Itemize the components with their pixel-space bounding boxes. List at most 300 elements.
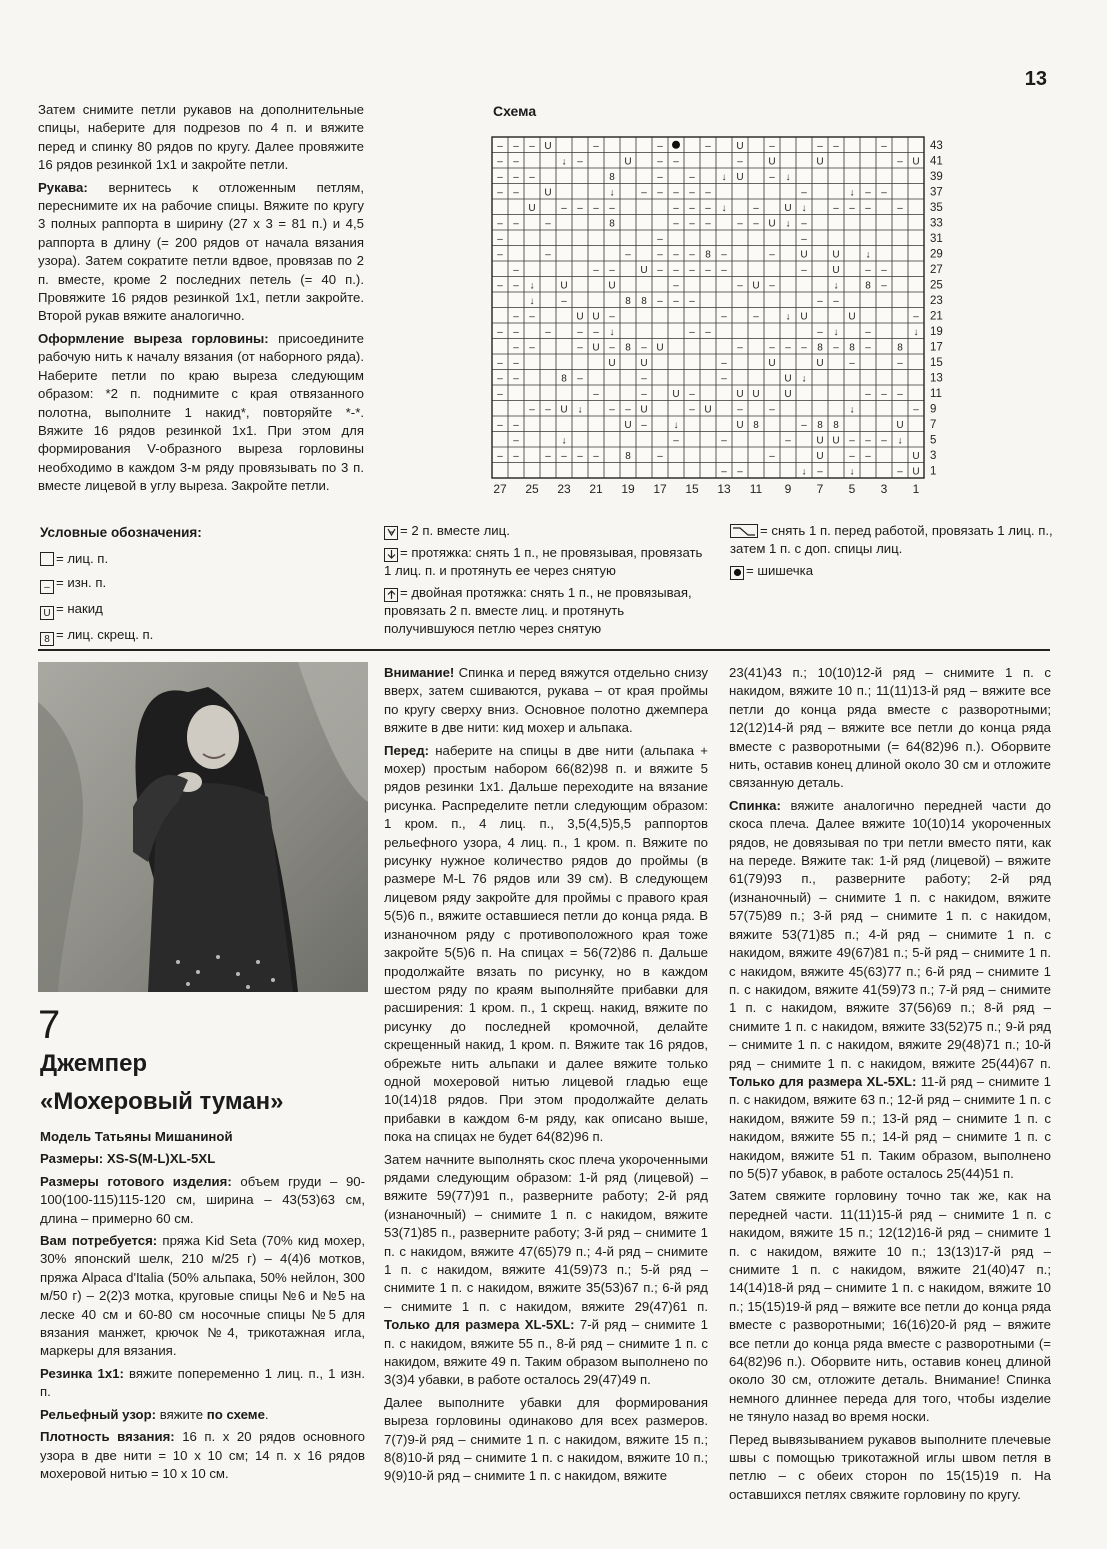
chart-symbol: – <box>769 404 775 416</box>
chart-symbol: – <box>497 280 503 292</box>
chart-symbol: – <box>609 264 615 276</box>
chart-symbol: – <box>513 450 519 462</box>
chart-symbol: – <box>577 342 583 354</box>
chart-symbol: – <box>593 388 599 400</box>
chart-symbol: – <box>673 295 679 307</box>
chart-symbol: – <box>561 202 567 214</box>
legend-twisted-text: = лиц. скрещ. п. <box>56 627 154 642</box>
chart-symbol: 8 <box>625 342 631 354</box>
model-title-line2: «Мохеровый туман» <box>40 1088 284 1115</box>
row-label: 29 <box>930 248 943 261</box>
chart-symbol: – <box>689 249 695 261</box>
chart-symbol: U <box>832 435 840 447</box>
column-label: 3 <box>880 482 888 496</box>
cable-symbol-icon <box>730 524 758 538</box>
chart-symbol: – <box>497 218 503 230</box>
chart-symbol: – <box>513 187 519 199</box>
chart-symbol: – <box>545 326 551 338</box>
relief-text: вяжите <box>156 1406 207 1422</box>
k2tog-symbol-icon <box>384 526 398 540</box>
chart-symbol: – <box>529 140 535 152</box>
chart-symbol: – <box>737 156 743 168</box>
legend-k2tog-text: = 2 п. вместе лиц. <box>400 523 510 538</box>
chart-symbol: – <box>577 450 583 462</box>
chart-symbol: U <box>816 357 824 369</box>
chart-symbol: U <box>560 404 568 416</box>
chart-symbol: – <box>897 156 903 168</box>
chart-symbol: U <box>608 357 616 369</box>
chart-symbol: – <box>609 404 615 416</box>
chart-symbol: – <box>817 326 823 338</box>
chart-symbol: 8 <box>609 171 615 183</box>
row-label: 7 <box>930 418 937 431</box>
chart-symbol: ↓ <box>609 326 615 338</box>
chart-symbol: – <box>689 187 695 199</box>
chart-symbol: – <box>753 311 759 323</box>
legend-yo <box>40 600 360 620</box>
chart-symbol: – <box>801 264 807 276</box>
chart-symbol: – <box>577 326 583 338</box>
model-number: 7 <box>38 1003 61 1047</box>
chart-symbol: – <box>497 450 503 462</box>
legend-right <box>730 522 1060 580</box>
chart-symbol: – <box>737 342 743 354</box>
chart-symbol: – <box>641 187 647 199</box>
column-label: 27 <box>493 482 507 496</box>
chart-symbol: U <box>832 264 840 276</box>
chart-symbol: ↓ <box>833 326 839 338</box>
relief-label: Рельефный узор: <box>40 1406 157 1422</box>
chart-symbol: – <box>641 419 647 431</box>
bobble-symbol-icon <box>730 566 744 580</box>
row-label: 35 <box>930 201 943 214</box>
chart-symbol: – <box>673 435 679 447</box>
neckline-paragraph <box>38 330 364 496</box>
shoulder-paragraph <box>384 1151 708 1390</box>
chart-symbol: – <box>577 156 583 168</box>
chart-symbol: 8 <box>865 280 871 292</box>
chart-symbol: ↓ <box>785 311 791 323</box>
chart-symbol: – <box>737 404 743 416</box>
sleeves-label: Рукава: <box>38 179 88 195</box>
chart-symbol: – <box>513 156 519 168</box>
chart-symbol: – <box>577 373 583 385</box>
row-label: 13 <box>930 372 943 385</box>
chart-symbol: – <box>881 264 887 276</box>
chart-symbol: U <box>768 218 776 230</box>
column-label: 21 <box>589 482 603 496</box>
back-label: Спинка: <box>729 797 781 813</box>
chart-symbol: – <box>497 187 503 199</box>
chart-symbol: – <box>657 140 663 152</box>
chart-symbol: – <box>817 466 823 478</box>
back-xl-label: Только для размера XL-5XL: <box>729 1073 917 1089</box>
legend-cable-text: = снять 1 п. перед работой, провязать 1 лиц. п., затем 1 п. с доп. спицы лиц. <box>730 523 1053 556</box>
chart-symbol: U <box>784 373 792 385</box>
chart-symbol: – <box>785 342 791 354</box>
row-label: 1 <box>930 465 937 478</box>
chart-symbol: U <box>784 202 792 214</box>
chart-symbol: – <box>513 264 519 276</box>
row-label: 33 <box>930 217 943 230</box>
model-details-column <box>40 1128 365 1487</box>
chart-symbol: – <box>673 202 679 214</box>
knit-symbol-icon <box>40 552 54 566</box>
chart-symbol: – <box>801 342 807 354</box>
chart-symbol: – <box>513 342 519 354</box>
chart-symbol: – <box>849 357 855 369</box>
rib-paragraph <box>40 1365 365 1402</box>
chart-symbol: U <box>752 388 760 400</box>
chart-symbol: ↓ <box>913 326 919 338</box>
sleeve-seams-paragraph: Перед вывязыванием рукавов выполните плечевые швы с помощью трикотажной иглы швом петля в петлю – с обеих сторон по 15(15)19 п. На оставшихся петлях свяжите горловину по кругу. <box>729 1431 1051 1502</box>
row-label: 23 <box>930 294 943 307</box>
finished-size-paragraph <box>40 1173 365 1228</box>
chart-symbol: ↓ <box>721 202 727 214</box>
model-photo <box>38 662 368 992</box>
chart-symbol: U <box>736 419 744 431</box>
chart-symbol: – <box>545 218 551 230</box>
chart-symbol: – <box>865 342 871 354</box>
chart-symbol: – <box>497 419 503 431</box>
shoulder-text: Затем начните выполнять скос плеча укороченными рядами следующим образом: 1-й ряд (лицевой) – вяжите 59(77)91 п., разверните работу; 2-й ряд (изнаночный) – снимите 1 п. с накидом, вяжите 53(71)85 п., разверните работу; 3-й ряд – снимите 1 п. с накидом, вяжите 47(65)79 п.; 4-й ряд – снимите 1 п. с накидом, вяжите 41(59)73 п.; 5-й ряд – снимите 1 п. с накидом, вяжите 35(53)67 п.; 6-й ряд – снимите 1 п. с накидом, вяжите 29(47)61 п. <box>384 1151 708 1314</box>
chart-symbol: – <box>865 326 871 338</box>
back-paragraph <box>729 797 1051 1184</box>
row-label: 41 <box>930 155 943 168</box>
relief-paragraph <box>40 1406 365 1424</box>
materials-label: Вам потребуется: <box>40 1233 158 1249</box>
back-neckline-paragraph: Затем свяжите горловину точно так же, как на передней части. 11(11)15-й ряд – снимите 1 п. с накидом, вяжите 15 п.; 12(12)16-й ряд – снимите 1 п. с накидом, вяжите 10 п.; 13(13)17-й ряд – снимите 1 п. с накидом, вяжите 21(40)47 п.; 14(14)18-й ряд – снимите 1 п. с накидом, вяжите 10 п.; 15(15)19-й ряд – вяжите все петли до конца ряда вместе с разворотными; 16(16)20-й ряд – вяжите все петли до конца ряда вместе с разворотными (= 64(82)96 п.). Оборвите нить, оставив конец длиной около 30 см, отложите деталь. Внимание! Спинка немного длиннее переда для того, чтобы изделие не тянуло назад во время носки. <box>729 1188 1051 1425</box>
chart-symbol: ↓ <box>561 156 567 168</box>
chart-symbol: – <box>497 249 503 261</box>
chart-symbol: – <box>881 280 887 292</box>
column-label: 25 <box>525 482 539 496</box>
chart-symbol: – <box>513 373 519 385</box>
relief-bold: по схеме <box>206 1406 265 1422</box>
chart-symbol: – <box>753 202 759 214</box>
chart-symbol: ↓ <box>673 419 679 431</box>
chart-symbol: – <box>721 373 727 385</box>
chart-symbol: – <box>513 435 519 447</box>
chart-symbol: – <box>769 342 775 354</box>
chart-symbol: – <box>689 295 695 307</box>
chart-symbol: – <box>865 264 871 276</box>
back-xl-text: 11-й ряд – снимите 1 п. с накидом, вяжите 63 п.; 12-й ряд – снимите 1 п. с накидом, вяжите 59 п.; 13-й ряд – снимите 1 п. с накидом, вяжите 55 п.; 14-й ряд – снимите 1 п. с накидом, вяжите 51 п. Таким образом, выполнено по 5(5)7 убавок, в работе осталось 25(44)51 п. <box>729 1073 1052 1181</box>
column-label: 17 <box>653 482 667 496</box>
chart-symbol: – <box>561 295 567 307</box>
row-label: 5 <box>930 434 937 447</box>
chart-symbol: – <box>689 404 695 416</box>
column-label: 23 <box>557 482 571 496</box>
chart-symbol: – <box>913 404 919 416</box>
chart-symbol: U <box>560 280 568 292</box>
chart-symbol: – <box>513 218 519 230</box>
finished-size-label: Размеры готового изделия: <box>40 1173 232 1189</box>
intro-paragraph: Затем снимите петли рукавов на дополнительные спицы, наберите для подрезов по 4 п. и вяжите перед и спинку 80 рядов по кругу. Далее провяжите 16 рядов резинкой 1х1 и закройте петли. <box>38 102 364 173</box>
chart-symbol: – <box>721 249 727 261</box>
legend-knit-text: = лиц. п. <box>56 551 109 566</box>
chart-symbol: – <box>609 311 615 323</box>
chart-symbol: – <box>545 249 551 261</box>
chart-symbol: – <box>673 264 679 276</box>
chart-symbol: 8 <box>705 249 711 261</box>
chart-symbol: U <box>672 388 680 400</box>
twisted-stitch-symbol-icon: 8 <box>40 632 54 646</box>
chart-symbol: – <box>769 450 775 462</box>
chart-symbol: – <box>593 202 599 214</box>
finished-size-text: объем груди – 90-100(100-115)115-120 см, ширина – 43(53)63 см, длина – примерно 60 см. <box>40 1173 366 1226</box>
model-title-line1: Джемпер <box>40 1050 148 1077</box>
row-label: 15 <box>930 356 943 369</box>
chart-symbol: ↓ <box>801 202 807 214</box>
chart-symbol: – <box>657 295 663 307</box>
materials-paragraph <box>40 1232 365 1361</box>
chart-symbol: – <box>625 249 631 261</box>
chart-symbol: – <box>881 388 887 400</box>
chart-symbol: – <box>625 404 631 416</box>
chart-symbol: – <box>801 233 807 245</box>
chart-symbol: – <box>769 140 775 152</box>
chart-symbol: – <box>849 450 855 462</box>
chart-symbol: 8 <box>641 295 647 307</box>
chart-symbol: U <box>912 466 920 478</box>
chart-symbol: – <box>897 388 903 400</box>
legend-double-pass-text: = двойная протяжка: снять 1 п., не провязывая, провязать 2 п. вместе лиц. и протянуть получившуюся петлю через снятую <box>384 585 692 636</box>
column-label: 7 <box>816 482 824 496</box>
front-xl-text: 7-й ряд – снимите 1 п. с накидом, вяжите 55 п., 8-й ряд – снимите 1 п. с накидом, вяжите 49 п. Таким образом выполнено по 3(3)4 убавки, в работе осталось 29(47)49 п. <box>384 1317 708 1388</box>
chart-symbol: – <box>689 264 695 276</box>
chart-symbol: – <box>721 357 727 369</box>
schema-title: Схема <box>493 103 537 119</box>
chart-symbol: U <box>800 249 808 261</box>
attention-paragraph <box>384 664 708 738</box>
legend-yo-text: = накид <box>56 601 103 616</box>
chart-symbol: 8 <box>849 342 855 354</box>
back-text: вяжите аналогично передней части до скоса плеча. Далее вяжите 10(10)14 укороченных рядов, не довязывая по три петли вместо пяти, как на переде. Вяжите так: 1-й ряд (лицевой) – вяжите 61(79)93 п., разверните работу; 2-й ряд (изнаночный) – снимите 1 п. с накидом, вяжите 57(75)89 п.; 3-й ряд – снимите 1 п. с накидом, вяжите 53(71)85 п.; 4-й ряд – снимите 1 п. с накидом, вяжите 49(67)81 п.; 5-й ряд – снимите 1 п. с накидом, вяжите 45(63)77 п.; 6-й ряд – снимите 1 п. с накидом, вяжите 41(59)73 п.; 7-й ряд – снимите 1 п. с накидом, вяжите 37(56)69 п.; 8-й ряд – снимите 1 п. с накидом, вяжите 33(52)75 п.; 9-й ряд – снимите 1 п. с накидом, вяжите 29(48)71 п.; 10-й ряд – снимите 1 п. с накидом, вяжите 25(44)67 п. <box>729 797 1051 1071</box>
chart-symbol: U <box>816 450 824 462</box>
chart-symbol: – <box>593 264 599 276</box>
chart-symbol: – <box>801 419 807 431</box>
chart-symbol: – <box>513 171 519 183</box>
attention-label: Внимание! <box>384 665 455 680</box>
chart-symbol: – <box>545 450 551 462</box>
chart-symbol: – <box>641 388 647 400</box>
right-column <box>729 664 1051 1508</box>
chart-symbol: – <box>689 218 695 230</box>
chart-symbol: – <box>657 249 663 261</box>
legend-middle <box>384 522 706 638</box>
row-label: 21 <box>930 310 943 323</box>
chart-symbol: – <box>513 280 519 292</box>
chart-symbol: – <box>753 218 759 230</box>
legend-knit <box>40 550 360 568</box>
chart-symbol: – <box>689 202 695 214</box>
chart-symbol: – <box>497 140 503 152</box>
chart-symbol: U <box>768 156 776 168</box>
column-label: 9 <box>784 482 792 496</box>
chart-symbol: U <box>912 156 920 168</box>
sleeves-text: вернитесь к отложенным петлям, переснимите их на рабочие спицы. Вяжите по кругу 3 полных раппорта в ширину (27 х 3 = 81 п.) и 4,5 раппорта в длину (= 200 рядов от начала вязания узора). Затем сократите петли вдвое, провязав по 2 п. вместе, кроме 2 последних петель (= 40 п.). Провяжите 16 рядов резинкой 1х1, петли закройте. Второй рукав вяжите аналогично. <box>38 179 364 324</box>
legend-cable <box>730 522 1060 558</box>
column-label: 13 <box>717 482 731 496</box>
legend-left <box>40 550 360 646</box>
top-left-column <box>38 101 364 500</box>
chart-symbol: 8 <box>625 295 631 307</box>
chart-symbol: U <box>640 357 648 369</box>
front-xl-label: Только для размера XL-5XL: <box>384 1317 575 1333</box>
yarn-over-symbol-icon: U <box>40 606 54 620</box>
model-author: Модель Татьяны Мишаниной <box>40 1129 233 1144</box>
chart-symbol: – <box>513 326 519 338</box>
chart-symbol: – <box>513 311 519 323</box>
chart-symbol: – <box>849 435 855 447</box>
row-label: 25 <box>930 279 943 292</box>
chart-symbol: – <box>833 342 839 354</box>
chart-symbol: – <box>593 450 599 462</box>
chart-symbol: – <box>721 435 727 447</box>
chart-symbol: – <box>529 404 535 416</box>
gauge-paragraph <box>40 1428 365 1483</box>
chart-symbol: – <box>705 187 711 199</box>
chart-symbol: – <box>897 202 903 214</box>
chart-symbol: 8 <box>561 373 567 385</box>
chart-symbol: ↓ <box>785 218 791 230</box>
chart-symbol: – <box>849 202 855 214</box>
chart-symbol: – <box>817 295 823 307</box>
chart-symbol: 8 <box>609 218 615 230</box>
neckline-text: присоедините рабочую нить к началу вязания (от наборного ряда). Наберите петли по краю выреза следующим образом: *2 п. поднимите с края отвязанного полотна, выполните 1 накид*, повторяйте *-*. Вяжите 16 рядов резинкой 1х1. При этом для формирования V-образного выреза горловины необходимо в каждом 3-м ряду провязывать по 3 п. вместе лицевой в углу выреза. Закройте петли. <box>38 330 364 494</box>
attention-text: Спинка и перед вяжутся отдельно снизу вверх, затем сшиваются, рукава – от края проймы по кругу сверху вниз. Основное полотно джемпера вяжите в две нити: кид мохер и альпака. <box>384 665 708 736</box>
materials-text: пряжа Kid Seta (70% кид мохер, 30% японский шелк, 210 м/25 г) – 4(4)6 мотков, пряжа Alpaca d'Italia (50% альпака, 50% нейлон, 300 м/50 г) – 2(2)3 мотка, круговые спицы №6 и №5 на леске 40 см и 60-80 см носочные спицы №5 для вязания манжет, крючок №4, трикотажная игла, маркеры для вязания. <box>40 1233 365 1359</box>
chart-symbol: U <box>608 280 616 292</box>
chart-symbol: – <box>721 466 727 478</box>
chart-symbol: – <box>673 249 679 261</box>
chart-symbol: U <box>576 311 584 323</box>
chart-symbol: – <box>705 140 711 152</box>
chart-symbol: – <box>689 171 695 183</box>
sizes-value: XS-S(M-L)XL-5XL <box>103 1151 216 1167</box>
chart-symbol: – <box>913 311 919 323</box>
chart-symbol: – <box>657 187 663 199</box>
chart-symbol: – <box>657 156 663 168</box>
row-label: 39 <box>930 170 943 183</box>
chart-symbol: – <box>801 187 807 199</box>
chart-symbol: 8 <box>817 419 823 431</box>
chart-symbol: U <box>640 404 648 416</box>
front-paragraph <box>384 742 708 1147</box>
chart-symbol: – <box>865 435 871 447</box>
chart-symbol: – <box>513 140 519 152</box>
chart-symbol: – <box>593 326 599 338</box>
chart-symbol: U <box>640 264 648 276</box>
chart-symbol: ↓ <box>833 280 839 292</box>
chart-symbol: – <box>785 435 791 447</box>
chart-symbol: U <box>816 156 824 168</box>
column-label: 1 <box>912 482 920 496</box>
chart-symbol: – <box>689 388 695 400</box>
chart-symbol: – <box>657 450 663 462</box>
neckline-label: Оформление выреза горловины: <box>38 330 269 346</box>
chart-symbol: – <box>881 140 887 152</box>
chart-symbol: ↓ <box>577 404 583 416</box>
legend-twisted <box>40 626 360 646</box>
chart-symbol: U <box>752 280 760 292</box>
front-text: наберите на спицы в две нити (альпака + мохер) простым набором 66(82)98 п. и вяжите 5 рядов резинки 1х1. Дальше переходите на вязание рисунка. Распределите петли следующим образом: 1 кром. п., 4 лиц. п., 3,5(4,5)5,5 раппортов рельефного узора, 4 лиц. п., 1 кром. п. Вяжите по рисунку нужное количество рядов до проймы (в размере M-L 76 рядов или 39 см). В следующем лицевом ряду закройте для проймы с правого края 5(5)6 п., вяжите оставшиеся петли до конца ряда. В изнаночном ряду с противоположного края тоже закройте 5(5)6 п. На спицах = 56(72)86 п. Дальше продолжайте вязать по рисунку, но в каждом шестом ряду по краям выполняйте прибавки для расширения: 1 кром. п., 1 скрещ. накид, вяжите по рисунку до последней кромочной, делайте скрещенный накид, 1 кром. п. Вяжите так 16 рядов, обрежьте нить альпаки и далее вяжите только одной мохеровой нитью лицевой гладью еще 10(14)18 рядов. При этом продолжайте делать прибавки в каждом 6-м ряду, как описано выше, пока на спицах не будет 64(82)96 п. <box>384 742 708 1145</box>
chart-symbol: U <box>544 140 552 152</box>
chart-symbol: – <box>705 218 711 230</box>
page-number: 13 <box>1024 68 1047 90</box>
chart-symbol: ↓ <box>801 466 807 478</box>
chart-symbol: – <box>497 233 503 245</box>
chart-symbol: U <box>912 450 920 462</box>
chart-symbol: U <box>528 202 536 214</box>
chart-symbol: – <box>737 466 743 478</box>
chart-symbol: – <box>657 171 663 183</box>
right-continued-paragraph: 23(41)43 п.; 10(10)12-й ряд – снимите 1 п. с накидом, вяжите 10 п.; 11(11)13-й ряд – вяжите все петли до конца ряда вместе с разворотными; 12(12)14-й ряд – вяжите все петли до конца ряда вместе с разворотными (= 64(82)96 п.). Оборвите нить, оставив конец длиной около 30 см и отложите связанную деталь. <box>729 665 1051 791</box>
chart-symbol: – <box>657 264 663 276</box>
chart-symbol: 8 <box>817 342 823 354</box>
legend-pass-text: = протяжка: снять 1 п., не провязывая, провязать 1 лиц. п. и протянуть ее через снятую <box>384 545 703 578</box>
chart-symbol: U <box>624 156 632 168</box>
row-label: 37 <box>930 186 943 199</box>
gauge-label: Плотность вязания: <box>40 1429 175 1445</box>
chart-symbol: – <box>561 450 567 462</box>
chart-symbol: U <box>544 187 552 199</box>
chart-symbol: – <box>865 202 871 214</box>
chart-symbol: U <box>768 357 776 369</box>
chart-symbol: – <box>897 466 903 478</box>
chart-symbol: ↓ <box>849 187 855 199</box>
chart-symbol: – <box>657 233 663 245</box>
chart-symbol: – <box>801 218 807 230</box>
chart-symbol: – <box>865 187 871 199</box>
knitting-chart <box>490 135 970 510</box>
front-label: Перед: <box>384 742 429 758</box>
pass-down-symbol-icon <box>384 548 398 562</box>
chart-symbol: – <box>737 280 743 292</box>
chart-symbol: U <box>848 311 856 323</box>
column-label: 15 <box>685 482 699 496</box>
chart-symbol: – <box>577 202 583 214</box>
legend-pass <box>384 544 706 580</box>
column-label: 11 <box>749 482 763 496</box>
chart-symbol: ↓ <box>849 404 855 416</box>
chart-symbol: U <box>592 311 600 323</box>
chart-symbol: – <box>593 140 599 152</box>
chart-symbol: – <box>705 326 711 338</box>
row-label: 17 <box>930 341 943 354</box>
sizes-label: Размеры: <box>40 1151 104 1167</box>
chart-symbol: – <box>673 218 679 230</box>
chart-symbol: – <box>689 326 695 338</box>
chart-symbol: – <box>497 388 503 400</box>
chart-symbol: – <box>513 357 519 369</box>
chart-symbol: ↓ <box>529 295 535 307</box>
bobble-mark <box>672 141 680 149</box>
chart-symbol: – <box>897 357 903 369</box>
row-label: 3 <box>930 449 937 462</box>
chart-symbol: – <box>705 202 711 214</box>
chart-symbol: – <box>769 280 775 292</box>
chart-symbol: – <box>865 450 871 462</box>
chart-symbol: 8 <box>897 342 903 354</box>
chart-symbol: – <box>881 187 887 199</box>
legend-k2tog <box>384 522 706 540</box>
chart-symbol: – <box>865 388 871 400</box>
chart-symbol: – <box>513 419 519 431</box>
chart-symbol: ↓ <box>721 171 727 183</box>
chart-symbol: U <box>624 419 632 431</box>
